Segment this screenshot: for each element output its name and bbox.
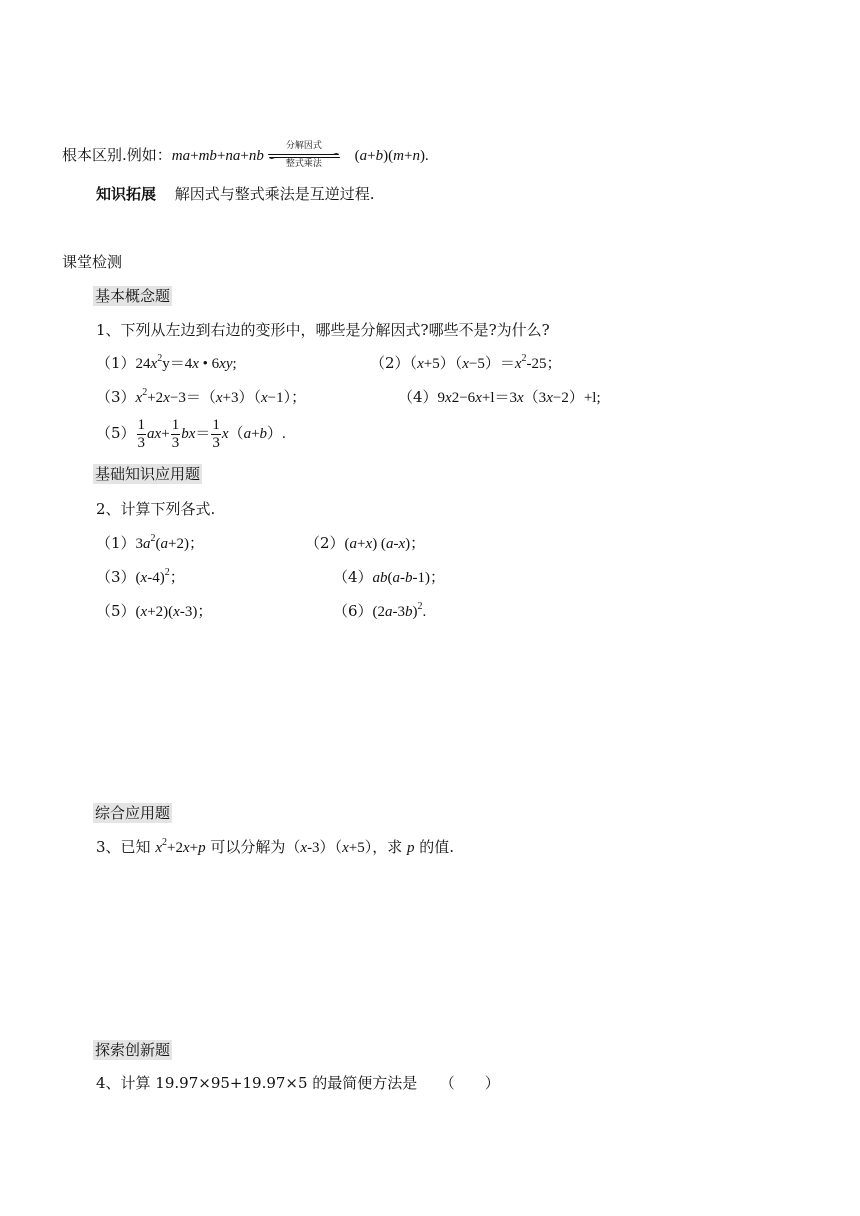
- question-3: 3、已知 $x^2+2x+p$ 可以分解为（x-3）（x+5），求 p 的值.: [96, 837, 455, 856]
- basic-tag-label: 基本概念题: [95, 287, 171, 305]
- intro-prefix: 根本区别.例如：: [62, 146, 172, 164]
- explore-tag-label: 探索创新题: [95, 1041, 171, 1059]
- q2-item-3: $(3)(x-4)^2$；: [96, 567, 185, 586]
- q1-item-4: （4）9x2−6x+l＝3x（3x−2）+l;: [398, 388, 601, 406]
- extension-label: 知识拓展: [96, 185, 157, 203]
- q2-item-4: （4）ab(a-b-1)；: [333, 568, 446, 586]
- basic-tag: [93, 286, 172, 306]
- q1-item-1: $(1)24x^2y=4x$ • 6xy;: [96, 353, 237, 372]
- q2-item-5: （5）(x+2)(x-3)；: [96, 602, 213, 620]
- question-4: 4、计算 19.97×95+19.97×5 的最简便方法是 （ ）: [96, 1074, 500, 1092]
- application-tag: [93, 464, 202, 484]
- extension-line: [96, 184, 375, 204]
- application-tag-label: 基础知识应用题: [95, 465, 201, 483]
- q1-item-5: （5） $\frac{1}{3}$ ax+ $\frac{1}{3}$ bx＝ $\frac{1}{3}$ x（a+b）.: [96, 416, 286, 451]
- intro-line: 根本区别.例如：ma+mb+na+nb 分解因式 整式乘法 (a+b)(m+n).: [62, 141, 429, 169]
- q2-item-2: （2）(a+x) (a-x)；: [305, 534, 426, 552]
- q1-item-2: $(2)(x+5)(x-5)=x^2-25$；: [370, 353, 562, 372]
- comprehensive-tag: [93, 803, 172, 823]
- q2-item-6: $(6)(2a-3b)^2$.: [333, 601, 427, 620]
- arrow-label-multiply: 整式乘法: [285, 159, 322, 169]
- question-2: 2、计算下列各式.: [96, 500, 216, 518]
- q1-item-3: $(3)x^2+2x-3=(x+3)(x-1)$；: [96, 387, 307, 406]
- reversible-arrows: [266, 143, 342, 169]
- intro-expr-right: (a+b)(m+n).: [354, 148, 429, 164]
- arrow-label-factorize: 分解因式: [285, 141, 322, 151]
- extension-text: 解因式与整式乘法是互逆过程.: [174, 185, 375, 203]
- intro-expr-left: ma: [171, 148, 191, 164]
- question-1: 1、下列从左边到右边的变形中，哪些是分解因式?哪些不是?为什么?: [96, 321, 550, 339]
- section-title: 课堂检测: [62, 253, 123, 271]
- explore-tag: [93, 1040, 172, 1060]
- comprehensive-tag-label: 综合应用题: [95, 804, 171, 822]
- q2-item-1: $(1)3a^2(a+2)$；: [96, 533, 205, 552]
